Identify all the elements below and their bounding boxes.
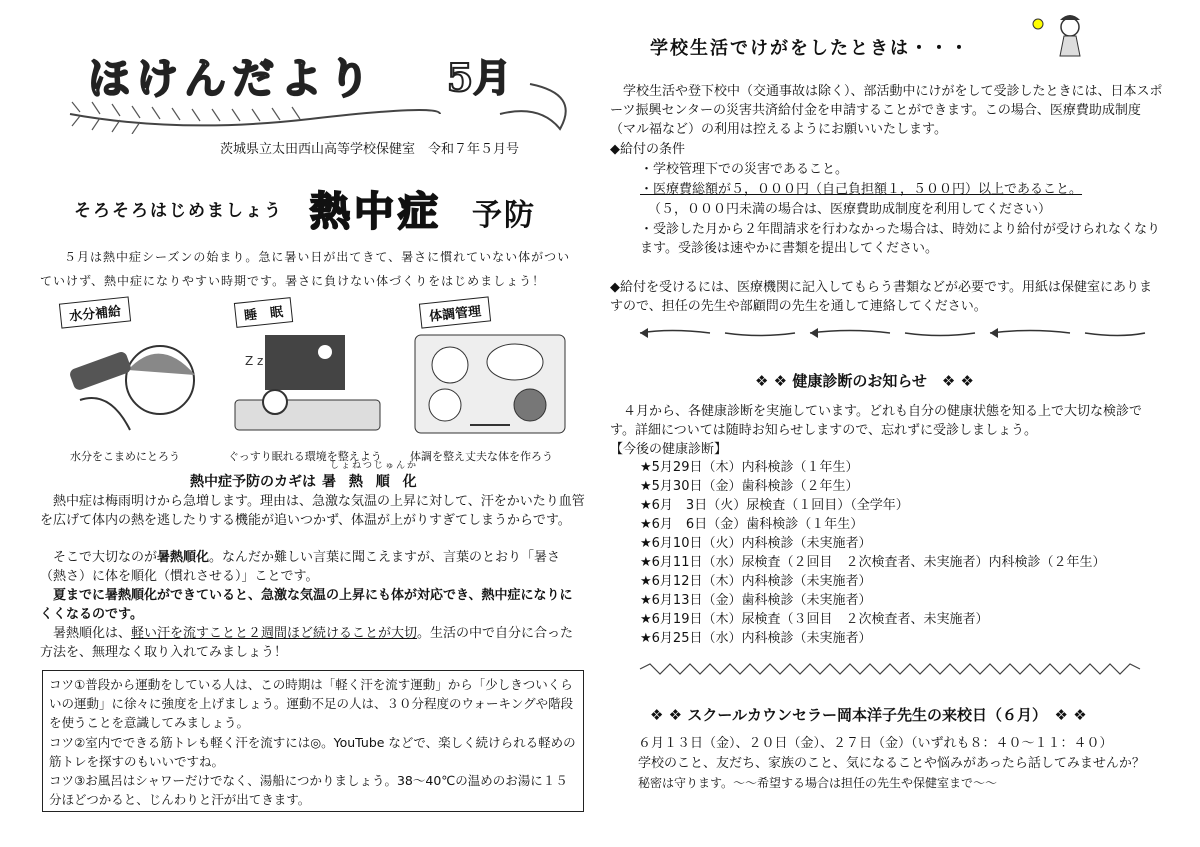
- zigzag-divider: [630, 662, 1150, 676]
- counselor-paragraph-2: 秘密は守ります。～～希望する場合は担任の先生や保健室まで～～: [638, 776, 998, 790]
- text-span: 。なんだか難しい言葉に聞こえますが、言葉のとおり「暑さ（熱さ）に体を順化（慣れさせる）」ことです。: [40, 550, 561, 584]
- heat-lead-big2: 予防: [472, 198, 536, 233]
- key-term-ruby: しょねつじゅんか: [330, 461, 419, 471]
- heat-lead-big: 熱中症: [310, 189, 442, 235]
- panel-tag: 睡 眠: [234, 297, 293, 328]
- panel-sleep: [225, 300, 385, 450]
- schedule-item: ★6月 3日（火）尿検査（１回目）（全学年）: [640, 498, 909, 513]
- text-span: 。生活の中で自分に合った方法を、無理なく取り入れてみましょう！: [40, 626, 574, 660]
- condition-1: ・学校管理下での災害であること。: [640, 162, 849, 177]
- counselor-paragraph-1: 学校のこと、友だち、家族のこと、気になることや悩みがあったら話してみませんか？: [638, 756, 1145, 771]
- key-term: 暑 熱 順 化: [322, 474, 421, 490]
- condition-3: ・受診した月から２年間請求を行わなかった場合は、時効により給付が受けられなくなります。受診後は速やかに書類を提出してください。: [640, 222, 1161, 256]
- conditions-heading: ◆給付の条件: [610, 142, 685, 157]
- checkup-title: ❖ ❖ 健康診断のお知らせ ❖ ❖: [755, 372, 975, 390]
- injury-title: 学校生活でけがをしたときは・・・: [650, 38, 970, 59]
- heat-paragraph-2: [40, 548, 585, 586]
- schedule-item: ★6月11日（水）尿検査（２回目 ２次検査者、未実施者）内科検診（２年生）: [640, 555, 1106, 570]
- key-title: 熱中症予防のカギは: [190, 474, 316, 490]
- left-column: [40, 30, 585, 830]
- counselor-title: ❖ ❖ スクールカウンセラー岡本洋子先生の来校日（６月） ❖ ❖: [650, 706, 1087, 724]
- schedule-item: ★6月 6日（金）歯科検診（１年生）: [640, 517, 864, 532]
- condition-2-note: （５，０００円未満の場合は、医療費助成制度を利用してください）: [648, 202, 1052, 217]
- svg-text:Z z: Z z: [245, 354, 264, 368]
- panel-hydration: [50, 300, 210, 450]
- text-span-underline: 軽い汗を流すことと２週間ほど続けることが大切: [131, 626, 418, 641]
- meal-tray-illustration: [410, 330, 570, 438]
- panel-health: [410, 300, 570, 450]
- newsletter-title: ほけんだより: [88, 54, 377, 103]
- panel-caption: 体調を整え丈夫な体を作ろう: [410, 450, 553, 463]
- tip-3: コツ③お風呂はシャワーだけでなく、湯船につかりましょう。38～40℃の温めのお湯に１５分ほどつかると、じんわりと汗が出てきます。: [49, 773, 568, 807]
- counselor-dates: ６月１３日（金）、２０日（金）、２７日（金）（いずれも８：４０～１１：４０）: [638, 736, 1113, 751]
- panel-tag: 水分補給: [59, 296, 131, 328]
- tips-box: [42, 670, 584, 812]
- arrow-divider: [630, 326, 1150, 340]
- panel-tag: 体調管理: [419, 296, 491, 328]
- schedule-item: ★6月12日（木）内科検診（未実施者）: [640, 574, 872, 589]
- tip-2: コツ②室内でできる筋トレも軽く汗を流すには◎。YouTube などで、楽しく続けられる軽めの筋トレを探すのもいいですね。: [49, 735, 576, 769]
- panel-caption: ぐっすり眠れる環境を整えよう: [228, 450, 382, 463]
- injury-paragraph: 学校生活や登下校中（交通事故は除く）、部活動中にけがをして受診したときには、日本スポーツ振興センターの災害共済給付金を申請することができます。この場合、医療費助成制度（マル福など）の利用は控えるようにお願いいたします。: [610, 84, 1163, 137]
- drinking-girl-illustration: [50, 330, 210, 438]
- girl-icon: [1020, 12, 1100, 67]
- panel-caption: 水分をこまめにとろう: [70, 450, 180, 463]
- masthead: [60, 34, 580, 134]
- right-column: [610, 30, 1165, 830]
- schedule-item: ★6月13日（金）歯科検診（未実施者）: [640, 593, 872, 608]
- schedule-item: ★6月10日（火）内科検診（未実施者）: [640, 536, 872, 551]
- injury-note: ◆給付を受けるには、医療機関に記入してもらう書類などが必要です。用紙は保健室にありますので、担任の先生や部顧問の先生を通して連絡してください。: [610, 280, 1152, 314]
- text-span-bold: 暑熱順化: [157, 550, 210, 565]
- schedule-item: ★6月19日（木）尿検査（３回目 ２次検査者、未実施者）: [640, 612, 989, 627]
- schedule-item: ★6月25日（水）内科検診（未実施者）: [640, 631, 872, 646]
- heat-paragraph-1: 熱中症は梅雨明けから急増します。理由は、急激な気温の上昇に対して、汗をかいたり血管を広げて体内の熱を逃したりする機能が追いつかず、体温が上がりすぎてしまうからです。: [40, 494, 585, 528]
- heat-paragraph-3: 夏までに暑熱順化ができていると、急激な気温の上昇にも体が対応でき、熱中症になりにくくなるのです。: [40, 588, 573, 622]
- tip-1: コツ①普段から運動をしている人は、この時期は「軽く汗を流す運動」から「少しきついくらいの運動」に徐々に強度を上げましょう。運動不足の人は、３０分程度のウォーキングや階段を使うことを意識してみましょう。: [49, 677, 574, 730]
- condition-2: ・医療費総額が５，０００円（自己負担額１，５００円）以上であること。: [640, 182, 1083, 197]
- month-badge: 5月: [446, 55, 512, 100]
- checkup-paragraph: ４月から、各健康診断を実施しています。どれも自分の健康状態を知る上で大切な検診です。詳細については随時お知らせしますので、忘れずに受診しましょう。: [610, 404, 1142, 438]
- issue-line: 茨城県立太田西山高等学校保健室 令和７年５月号: [220, 142, 520, 157]
- heat-intro: ５月は熱中症シーズンの始まり。急に暑い日が出てきて、暑さに慣れていない体がついていけず、熱中症になりやすい時期です。暑さに負けない体づくりをはじめましょう！: [40, 250, 571, 288]
- schedule-heading: 【今後の健康診断】: [610, 442, 728, 457]
- schedule-item: ★5月30日（金）歯科検診（２年生）: [640, 479, 859, 494]
- heat-paragraph-4: [40, 624, 585, 662]
- heat-lead-small: そろそろはじめましょう: [74, 201, 283, 221]
- sleeping-illustration: [225, 330, 385, 438]
- text-span: 暑熱順化は、: [53, 626, 132, 641]
- schedule-item: ★5月29日（木）内科検診（１年生）: [640, 460, 859, 475]
- text-span: そこで大切なのが: [53, 550, 158, 565]
